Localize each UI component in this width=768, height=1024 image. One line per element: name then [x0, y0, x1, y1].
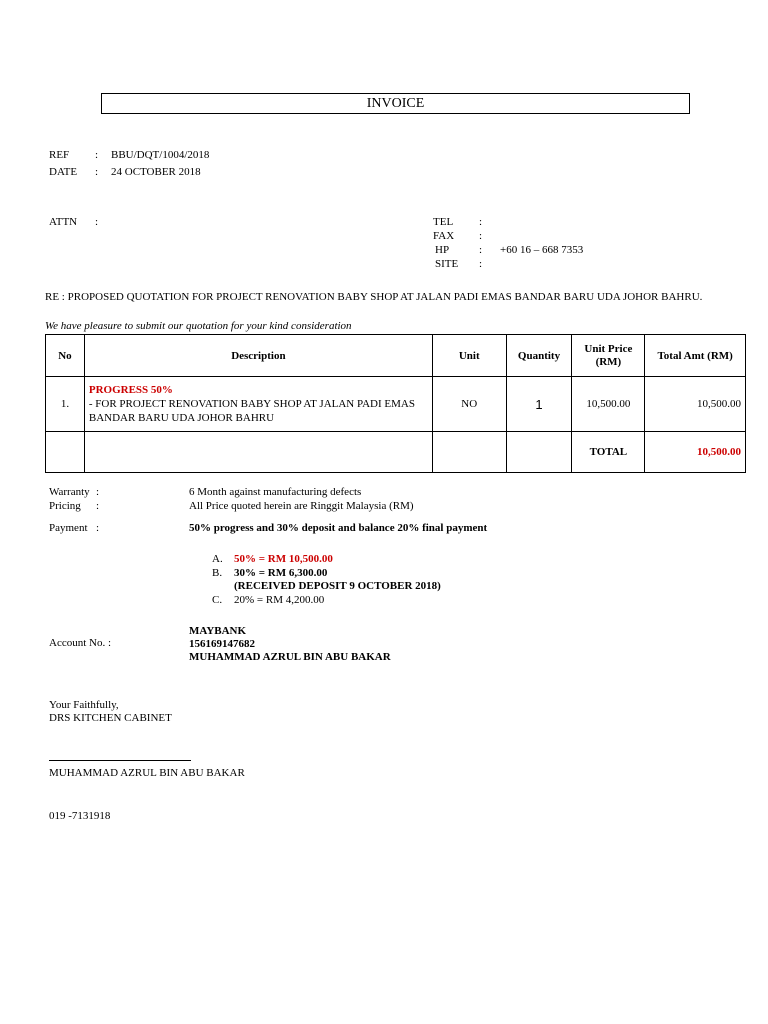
tel-sep: : [479, 216, 483, 228]
site-sep: : [479, 258, 483, 270]
closing-phone: 019 -7131918 [49, 810, 111, 822]
table-row [46, 377, 746, 432]
header-description: Description [84, 335, 432, 377]
hp-value: +60 16 – 668 7353 [500, 244, 584, 256]
row-progress: PROGRESS 50% [88, 384, 173, 396]
attn-sep: : [95, 216, 99, 228]
row-unit-price: 10,500.00 [572, 377, 645, 432]
pricing-sep: : [96, 500, 100, 512]
payment-item-b-text: 30% = RM 6,300.00 [234, 567, 328, 579]
payment-item-c-text: 20% = RM 4,200.00 [234, 594, 325, 606]
row-quantity: 1 [506, 377, 572, 432]
total-empty-qty [506, 432, 572, 473]
total-empty-no [46, 432, 85, 473]
header-unit: Unit [432, 335, 506, 377]
header-quantity: Quantity [506, 335, 572, 377]
header-total-amt: Total Amt (RM) [645, 335, 746, 377]
warranty-label: Warranty [49, 486, 90, 498]
date-sep: : [95, 166, 99, 178]
pricing-value: All Price quoted herein are Ringgit Malaysia (RM) [189, 500, 414, 512]
date-value: 24 OCTOBER 2018 [111, 166, 201, 178]
account-bank: MAYBANK [189, 625, 247, 637]
fax-sep: : [479, 230, 483, 242]
ref-sep: : [95, 149, 99, 161]
closing-faithfully: Your Faithfully, [49, 699, 119, 711]
re-subject: RE : PROPOSED QUOTATION FOR PROJECT RENOVATION BABY SHOP AT JALAN PADI EMAS BANDAR BARU UDA JOHOR BAHRU. [45, 291, 703, 303]
payment-item-b-note: (RECEIVED DEPOSIT 9 OCTOBER 2018) [234, 580, 441, 592]
account-number: 156169147682 [189, 638, 255, 650]
header-unit-price: Unit Price (RM) [572, 335, 645, 377]
payment-item-b-letter: B. [212, 567, 223, 579]
payment-item-a-text: 50% = RM 10,500.00 [234, 553, 333, 565]
ref-label: REF [49, 149, 70, 161]
table-total-row [46, 432, 746, 473]
signature-line [49, 760, 191, 761]
total-value: 10,500.00 [645, 432, 746, 473]
warranty-value: 6 Month against manufacturing defects [189, 486, 362, 498]
total-empty-unit [432, 432, 506, 473]
date-label: DATE [49, 166, 78, 178]
total-label: TOTAL [572, 432, 645, 473]
invoice-title: INVOICE [101, 93, 690, 114]
pricing-label: Pricing [49, 500, 81, 512]
table-header-row [46, 335, 746, 377]
payment-value: 50% progress and 30% deposit and balance 20% final payment [189, 522, 488, 534]
fax-label: FAX [433, 230, 455, 242]
ref-value: BBU/DQT/1004/2018 [111, 149, 210, 161]
hp-sep: : [479, 244, 483, 256]
hp-label: HP [435, 244, 450, 256]
attn-label: ATTN [49, 216, 78, 228]
row-no: 1. [46, 377, 85, 432]
closing-company: DRS KITCHEN CABINET [49, 712, 172, 724]
row-total-amt: 10,500.00 [645, 377, 746, 432]
account-label: Account No. : [49, 637, 112, 649]
warranty-sep: : [96, 486, 100, 498]
site-label: SITE [435, 258, 459, 270]
total-empty-desc [84, 432, 432, 473]
row-unit: NO [432, 377, 506, 432]
payment-sep: : [96, 522, 100, 534]
row-description: - FOR PROJECT RENOVATION BABY SHOP AT JALAN PADI EMAS BANDAR BARU UDA JOHOR BAHRU [88, 398, 415, 424]
intro-text: We have pleasure to submit our quotation for your kind consideration [45, 320, 352, 332]
row-description-cell [84, 377, 432, 432]
account-name: MUHAMMAD AZRUL BIN ABU BAKAR [189, 651, 391, 663]
items-table [45, 334, 746, 473]
header-no: No [46, 335, 85, 377]
tel-label: TEL [433, 216, 454, 228]
closing-signatory: MUHAMMAD AZRUL BIN ABU BAKAR [49, 767, 245, 779]
payment-item-a-letter: A. [212, 553, 223, 565]
payment-item-c-letter: C. [212, 594, 223, 606]
payment-label: Payment [49, 522, 88, 534]
